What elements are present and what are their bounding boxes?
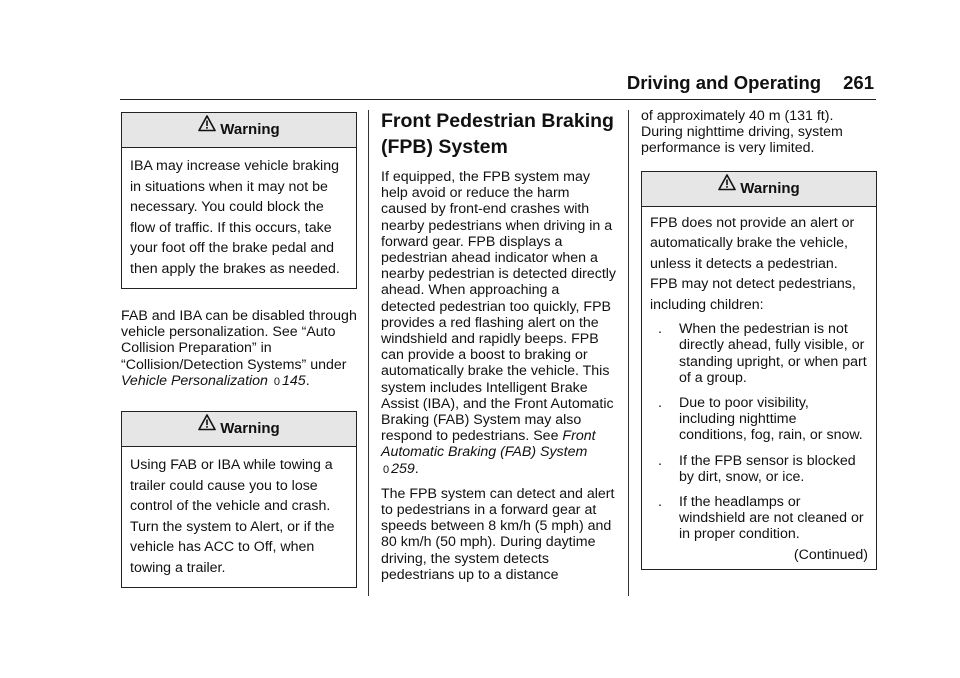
list-item xyxy=(650,321,868,386)
page-number: 261 xyxy=(843,72,874,93)
reference-title: Front Automatic Braking (FAB) System xyxy=(381,428,596,461)
column-divider-1 xyxy=(368,110,369,596)
warning-line: your foot off the brake pedal and xyxy=(130,240,335,256)
column-1 xyxy=(121,108,357,588)
warning-line: automatically brake the vehicle, xyxy=(650,235,848,252)
warning-title: Warning xyxy=(740,179,800,197)
warning-header xyxy=(642,172,876,207)
page-header xyxy=(120,66,876,100)
bullet-text: If the FPB sensor is blocked by dirt, snow, or ice. xyxy=(679,452,856,485)
paragraph-text: FAB and IBA can be disabled through vehicle personalization. See “Auto Collision Preparation” in “Collision/Detection Systems” under xyxy=(121,308,357,373)
warning-triangle-icon xyxy=(198,111,216,145)
bullet-marker: . xyxy=(658,321,662,338)
spacer xyxy=(121,398,357,407)
warning-line: necessary. You could block the xyxy=(130,199,324,215)
bullet-text: When the pedestrian is not directly ahead, fully visible, or standing upright, or when part of a group. xyxy=(679,321,867,386)
list-item xyxy=(650,395,868,444)
warning-line: in situations when it may not be xyxy=(130,178,328,195)
running-head xyxy=(627,72,874,94)
reference-page: 145 xyxy=(282,372,306,389)
bullet-marker: . xyxy=(658,493,662,510)
warning-line: FPB may not detect pedestrians, xyxy=(650,276,856,293)
warning-header xyxy=(122,113,356,148)
spacer xyxy=(121,289,357,308)
cross-reference-link[interactable] xyxy=(121,373,306,389)
warning-title: Warning xyxy=(220,121,280,138)
warning-line: FPB does not provide an alert or xyxy=(650,214,855,231)
personalization-paragraph xyxy=(121,308,357,390)
warning-line: vehicle has ACC to Off, when xyxy=(130,539,315,556)
page-reference-icon: 0 xyxy=(273,375,281,388)
reference-end: . xyxy=(414,460,419,477)
warning-body xyxy=(122,447,356,587)
fpb-speed-paragraph: The FPB system can detect and alert to pedestrians in a forward gear at speeds between 8 km/h (5 mph) and 80 km/h (50 mph). During daytime driving, the system detects pedestrians up to a distance xyxy=(381,485,615,583)
warning-line: Turn the system to Alert, or if the xyxy=(130,518,335,535)
warning-header xyxy=(122,412,356,447)
bullet-text: If the headlamps or windshield are not cleaned or in proper condition. xyxy=(679,493,864,543)
bullet-marker: . xyxy=(658,394,662,411)
warning-line: control of the vehicle and crash. xyxy=(130,498,331,515)
list-item xyxy=(650,494,868,543)
warning-title: Warning xyxy=(220,420,280,438)
warning-line: towing a trailer. xyxy=(130,559,226,576)
column-3 xyxy=(641,108,877,570)
section-heading: Front Pedestrian Braking (FPB) System xyxy=(381,110,614,158)
warning-triangle-icon xyxy=(718,170,736,204)
bullet-text: Due to poor visibility, including nighttime conditions, fog, rain, or snow. xyxy=(679,394,863,444)
reference-end: . xyxy=(305,372,310,389)
warning-line: Using FAB or IBA while towing a xyxy=(130,457,333,474)
warning-body xyxy=(642,207,876,569)
continued-label: (Continued) xyxy=(793,546,868,563)
fpb-description-paragraph xyxy=(381,169,617,478)
warning-body xyxy=(122,148,356,288)
warning-line: trailer could cause you to lose xyxy=(130,477,318,494)
paragraph-text: If equipped, the FPB system may help avoid or reduce the harm caused by front-end crashes with nearby pedestrians when driving in a forward gear. FPB displays a pedestrian ahead indicator when a nearby pedestrian is detected directly ahead. When approaching a detected pedestrian too quickly, FPB provides a red flashing alert on the windshield and rapidly beeps. FPB can provide a boost to braking or automatically brake the vehicle. This system includes Intelligent Brake Assist (IBA), and the Front Automatic Braking (FAB) System may also respond to pedestrians. See xyxy=(381,169,617,445)
bullet-marker: . xyxy=(658,452,662,469)
page-reference-icon: 0 xyxy=(383,463,390,476)
warning-box-iba xyxy=(121,112,357,289)
reference-page: 259 xyxy=(391,460,415,477)
warning-bullet-list xyxy=(650,321,868,542)
warning-box-fpb xyxy=(641,171,877,570)
column-divider-2 xyxy=(628,110,629,596)
header-rule xyxy=(120,99,876,100)
warning-line: unless it detects a pedestrian. xyxy=(650,255,838,272)
warning-line: IBA may increase vehicle braking xyxy=(130,158,339,174)
warning-box-towing xyxy=(121,411,357,588)
reference-title: Vehicle Personalization xyxy=(121,372,268,389)
warning-line: including children: xyxy=(650,296,764,313)
warning-line: flow of traffic. If this occurs, take xyxy=(130,219,332,236)
fpb-distance-paragraph: of approximately 40 m (131 ft). During nighttime driving, system performance is very limited. xyxy=(641,108,843,157)
warning-line: then apply the brakes as needed. xyxy=(130,260,340,277)
warning-triangle-icon xyxy=(198,410,216,444)
section-title: Driving and Operating xyxy=(626,72,822,93)
list-item xyxy=(650,453,868,485)
column-2 xyxy=(381,108,617,591)
